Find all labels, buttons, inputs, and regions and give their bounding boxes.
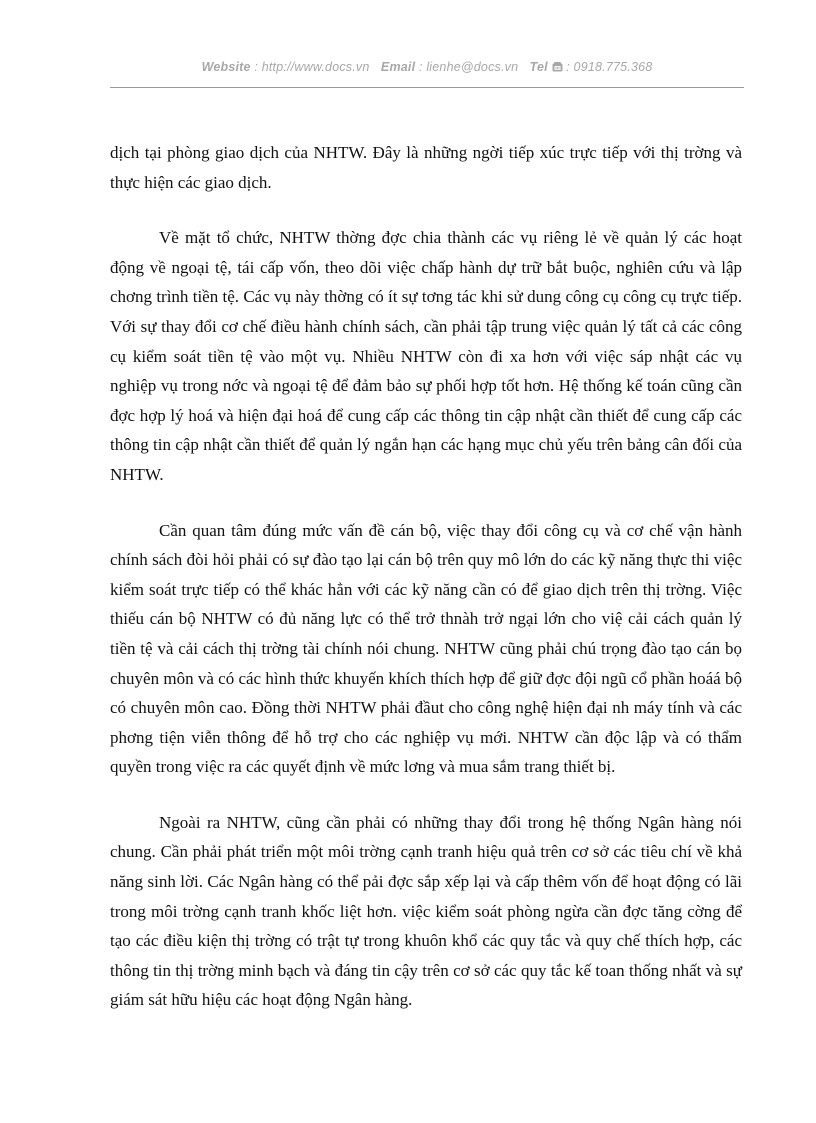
email-value: : lienhe@docs.vn [418, 60, 519, 74]
paragraph-1: dịch tại phòng giao dịch của NHTW. Đây là những ngời tiếp xúc trực tiếp với thị trờng và thực hiện các giao dịch. [110, 143, 742, 192]
paragraph-3: Cần quan tâm đúng mức vấn đề cán bộ, việc thay đổi công cụ và cơ chế vận hành chính sách đòi hỏi phải có sự đào tạo lại cán bộ trên quy mô lớn do các kỹ năng thực thi việc kiểm soát trực tiếp có thể khác hẳn với các kỹ năng cần có để giao dịch trên thị trờng. Việc thiếu cán bộ NHTW có đủ năng lực có thể trở thnàh trở ngại lớn cho việ cải cách quản lý tiền tệ và cải cách thị trờng tài chính nói chung. NHTW cũng phải chú trọng đào tạo cán bọ chuyên môn và có các hình thức khuyến khích thích hợp để giữ đợc đội ngũ cổ phần hoáá bộ có chuyên môn cao. Đồng thời NHTW phải đầut cho công nghệ hiện đại nh máy tính và các phơng tiện viễn thông để hỗ trợ cho các nghiệp vụ mới. NHTW cần độc lập và có thẩm quyền trong việc ra các quyết định về mức lơng và mua sắm trang thiết bị. [110, 520, 742, 777]
email-label: Email [380, 60, 416, 74]
website-label: Website [201, 60, 251, 74]
tel-value: : 0918.775.368 [566, 60, 653, 74]
page-header [110, 60, 744, 74]
tel-label: Tel [529, 60, 548, 74]
document-body [110, 138, 742, 1041]
paragraph-4: Ngoài ra NHTW, cũng cần phải có những thay đổi trong hệ thống Ngân hàng nói chung. Cần phải phát triển một môi trờng cạnh tranh hiệu quả trên cơ sở các tiêu chí về khả năng sinh lời. Các Ngân hàng có thể pải đợc sắp xếp lại và cấp thêm vốn để hoạt động có lãi trong môi trờng cạnh tranh khốc liệt hơn. việc kiểm soát phòng ngừa cần đợc tăng cờng để tạo các điều kiện thị trờng có trật tự trong khuôn khổ các quy tắc và quy chế thích hợp, các thông tin thị trờng minh bạch và đáng tin cậy trên cơ sở các quy tắc kế toan thống nhất và sự giám sát hữu hiệu các hoạt động Ngân hàng. [110, 812, 742, 1010]
phone-icon [552, 60, 567, 74]
header-divider [110, 87, 744, 88]
website-value: : http://www.docs.vn [254, 60, 370, 74]
paragraph-2: Về mặt tổ chức, NHTW thờng đợc chia thành các vụ riêng lẻ về quản lý các hoạt động về ngoại tệ, tái cấp vốn, theo dõi việc chấp hành dự trữ bắt buộc, nghiên cứu và lập chơng trình tiền tệ. Các vụ này thờng có ít sự tơng tác khi sử dung công cụ công cụ trực tiếp. Với sự thay đổi cơ chế điều hành chính sách, cần phải tập trung việc quản lý tất cả các công cụ kiểm soát tiền tệ vào một vụ. Nhiều NHTW còn đi xa hơn với việc sáp nhật các vụ nghiệp vụ trong nớc và ngoại tệ để đảm bảo sự phối hợp tốt hơn. Hệ thống kế toán cũng cần đợc hợp lý hoá và hiện đại hoá để cung cấp các thông tin cập nhật cần thiết để cung cấp các thông tin cập nhật cần thiết để quản lý ngắn hạn các hạng mục chủ yếu trên bảng cân đối của NHTW. [110, 228, 742, 484]
